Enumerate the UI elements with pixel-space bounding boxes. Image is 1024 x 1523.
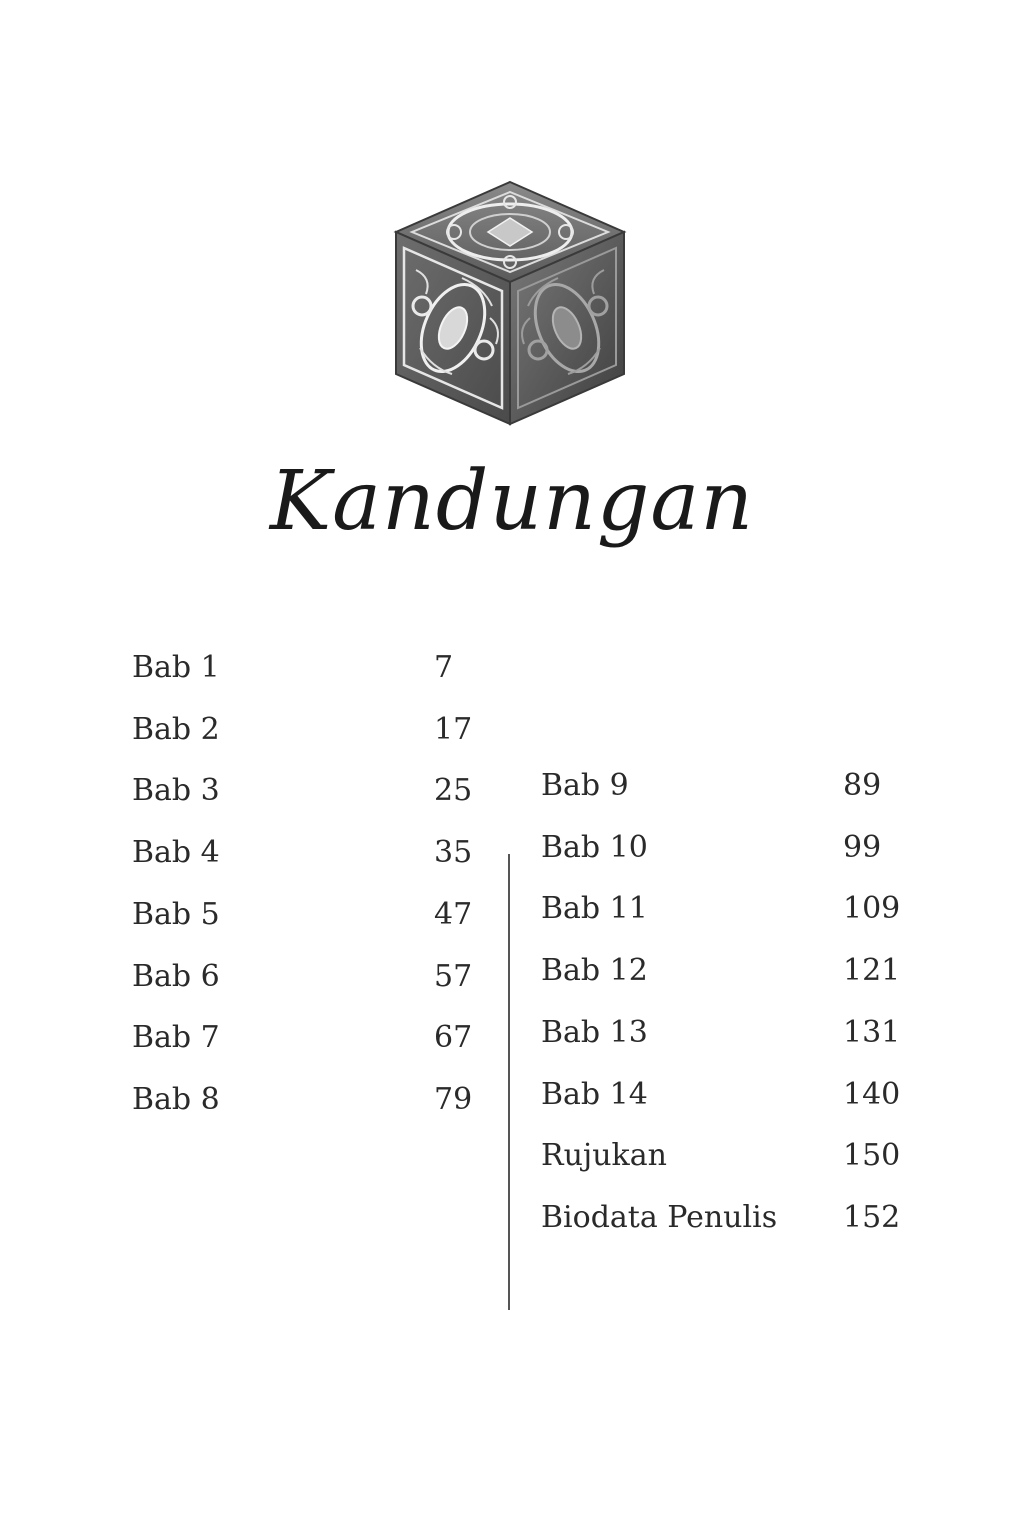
toc-entry-label: Bab 1 — [132, 650, 220, 685]
toc-entry-page: 79 — [434, 1081, 473, 1117]
toc-entry-label: Bab 8 — [132, 1081, 220, 1117]
toc-entry-label: Bab 11 — [541, 891, 648, 927]
toc-entry-page: 109 — [843, 891, 901, 927]
toc-left-column — [132, 648, 492, 1148]
toc-entry-label: Bab 9 — [541, 768, 629, 803]
toc-entry-page: 99 — [843, 829, 882, 865]
column-divider — [508, 854, 510, 1310]
toc-entry-page: 57 — [434, 958, 473, 994]
toc-entry-label: Bab 2 — [132, 711, 220, 747]
toc-entry-label: Rujukan — [541, 1138, 667, 1174]
toc-entry-page: 67 — [434, 1020, 473, 1056]
toc-entry-page: 152 — [843, 1199, 901, 1235]
toc-entry-page: 140 — [843, 1076, 901, 1112]
toc-entry-page: 89 — [843, 768, 882, 803]
toc-entry-label: Bab 14 — [541, 1076, 648, 1112]
toc-entry-page: 35 — [434, 835, 473, 871]
toc-entry-label: Biodata Penulis — [541, 1199, 778, 1235]
toc-entry-label: Bab 13 — [541, 1014, 648, 1050]
toc-entry-page: 47 — [434, 896, 473, 932]
toc-entry-page: 121 — [843, 953, 901, 989]
toc-entry-page: 150 — [843, 1138, 901, 1174]
toc-entry-page: 25 — [434, 773, 473, 809]
page-title: Kandungan — [269, 454, 755, 549]
toc-right-column — [541, 766, 921, 1266]
toc-entry-label: Bab 5 — [132, 896, 220, 932]
toc-entry-page: 131 — [843, 1014, 901, 1050]
toc-entry-label: Bab 7 — [132, 1020, 220, 1056]
toc-entry-label: Bab 10 — [541, 829, 648, 865]
toc-entry-label: Bab 4 — [132, 835, 220, 871]
toc-entry-label: Bab 6 — [132, 958, 220, 994]
toc-entry-page: 17 — [434, 711, 473, 747]
ornamental-cube-icon — [392, 178, 632, 428]
toc-entry-label: Bab 12 — [541, 953, 648, 989]
toc-entry-label: Bab 3 — [132, 773, 220, 809]
toc-entry-page: 7 — [434, 650, 454, 685]
